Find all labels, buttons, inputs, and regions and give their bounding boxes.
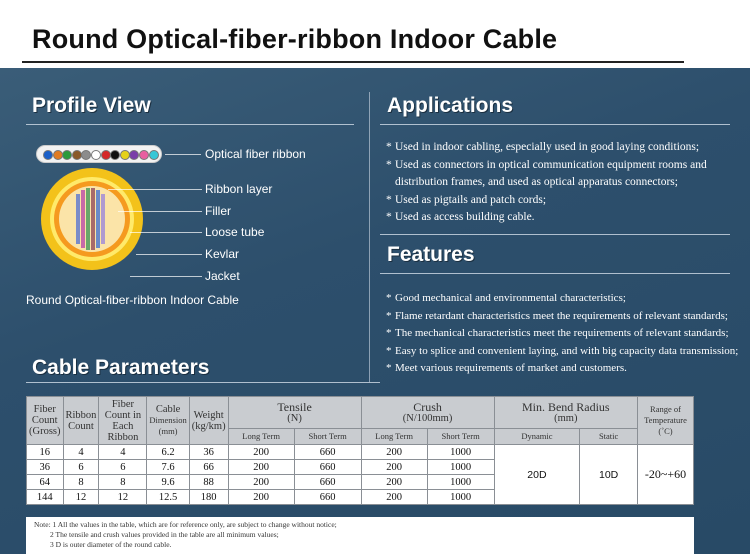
applications-rule bbox=[380, 124, 730, 125]
features-heading: Features bbox=[387, 243, 475, 266]
leader-filler bbox=[118, 211, 202, 212]
th-tensile-long: Long Term bbox=[228, 429, 294, 445]
application-item: * Used as connectors in optical communication equipment rooms and distribution frames, and used as optical apparatus connectors; bbox=[386, 158, 707, 188]
th-tensile-short: Short Term bbox=[294, 429, 361, 445]
applications-list bbox=[386, 139, 726, 227]
bullet-star: * bbox=[386, 141, 392, 153]
profile-rule bbox=[26, 124, 354, 125]
cable-parameters-table bbox=[26, 396, 694, 505]
features-top-rule bbox=[380, 234, 730, 235]
fiber-ribbon-illustration bbox=[36, 145, 162, 163]
th-crush-long: Long Term bbox=[361, 429, 427, 445]
profile-heading: Profile View bbox=[32, 94, 151, 117]
leader-jacket bbox=[130, 276, 202, 277]
feature-item: * Easy to splice and convenient laying, and with big capacity data transmission; bbox=[386, 343, 742, 361]
th-fiber-in-ribbon: Fiber Count in Each Ribbon bbox=[99, 397, 147, 445]
title-underline bbox=[22, 61, 684, 63]
dynamic-value: 20D bbox=[494, 445, 580, 505]
fiber-dot bbox=[129, 150, 139, 160]
th-weight: Weight (kg/km) bbox=[189, 397, 228, 445]
feature-item: * Meet various requirements of market and customers. bbox=[386, 360, 742, 378]
table-row: 64 8 8 9.6 88 200 660 200 1000 bbox=[27, 475, 694, 490]
th-dynamic: Dynamic bbox=[494, 429, 580, 445]
fiber-dot bbox=[149, 150, 159, 160]
th-crush-short: Short Term bbox=[427, 429, 494, 445]
fiber-dot bbox=[81, 150, 91, 160]
fiber-dot bbox=[139, 150, 149, 160]
th-static: Static bbox=[580, 429, 638, 445]
fiber-dot bbox=[101, 150, 111, 160]
title-bar bbox=[0, 0, 750, 68]
fiber-dot bbox=[53, 150, 63, 160]
temperature-value: -20~+60 bbox=[638, 445, 694, 505]
fiber-dot bbox=[43, 150, 53, 160]
bullet-star: * bbox=[386, 327, 392, 339]
th-tensile: Tensile (N) bbox=[228, 397, 361, 429]
table-row: 36 6 6 7.6 66 200 660 200 1000 bbox=[27, 460, 694, 475]
application-item: * Used as pigtails and patch cords; bbox=[386, 192, 726, 210]
features-list bbox=[386, 290, 742, 378]
bullet-star: * bbox=[386, 362, 392, 374]
features-rule bbox=[380, 273, 730, 274]
fiber-dot bbox=[91, 150, 101, 160]
note-line: 3 D is outer diameter of the round cable. bbox=[50, 540, 172, 549]
table-row: 144 12 12 12.5 180 200 660 200 1000 bbox=[27, 490, 694, 505]
label-optical-fiber-ribbon: Optical fiber ribbon bbox=[205, 147, 306, 161]
bullet-star: * bbox=[386, 344, 392, 357]
applications-heading: Applications bbox=[387, 94, 514, 117]
th-fiber-count: Fiber Count (Gross) bbox=[27, 397, 64, 445]
th-temperature: Range of Temperature (˚C) bbox=[638, 397, 694, 445]
bullet-star: * bbox=[386, 211, 392, 223]
bullet-star: * bbox=[386, 309, 392, 322]
feature-item: * Flame retardant characteristics meet the requirements of relevant standards; bbox=[386, 308, 742, 326]
leader-kevlar bbox=[136, 254, 202, 255]
column-divider bbox=[369, 92, 370, 382]
leader-ribbon-layer bbox=[108, 189, 202, 190]
leader-loose-tube bbox=[130, 232, 202, 233]
application-item: * Used in indoor cabling, especially used in good laying conditions; bbox=[386, 139, 726, 157]
note-line: 2 The tensile and crush values provided in the table are all minimum values; bbox=[50, 530, 279, 539]
parameters-rule bbox=[26, 382, 380, 383]
fiber-dot bbox=[110, 150, 120, 160]
static-value: 10D bbox=[580, 445, 638, 505]
bullet-star: * bbox=[386, 158, 392, 171]
th-ribbon-count: Ribbon Count bbox=[63, 397, 99, 445]
fiber-dot bbox=[120, 150, 130, 160]
bullet-star: * bbox=[386, 292, 392, 304]
th-bend-radius: Min. Bend Radius (mm) bbox=[494, 397, 637, 429]
table-notes bbox=[26, 517, 694, 554]
table-row: 16 4 4 6.2 36 200 660 200 1000 20D 10D -20~+60 bbox=[27, 445, 694, 460]
bullet-star: * bbox=[386, 193, 392, 206]
note-line: Note: 1 All the values in the table, which are for reference only, are subject to change without notice; bbox=[34, 520, 337, 529]
fiber-dot bbox=[62, 150, 72, 160]
th-crush: Crush (N/100mm) bbox=[361, 397, 494, 429]
page-title: Round Optical-fiber-ribbon Indoor Cable bbox=[32, 24, 558, 54]
application-item: * Used as access building cable. bbox=[386, 209, 726, 227]
label-ribbon-layer: Ribbon layer bbox=[205, 182, 273, 196]
label-filler: Filler bbox=[205, 204, 231, 218]
label-kevlar: Kevlar bbox=[205, 247, 240, 261]
cable-cross-section bbox=[40, 166, 144, 272]
label-loose-tube: Loose tube bbox=[205, 225, 265, 239]
th-cable-dimension: Cable Dimension (mm) bbox=[147, 397, 189, 445]
feature-item: * Good mechanical and environmental characteristics; bbox=[386, 290, 742, 308]
leader-ribbon bbox=[165, 154, 201, 155]
label-jacket: Jacket bbox=[205, 269, 240, 283]
feature-item: * The mechanical characteristics meet the requirements of relevant standards; bbox=[386, 325, 742, 343]
cable-caption: Round Optical-fiber-ribbon Indoor Cable bbox=[26, 293, 239, 307]
fiber-dot bbox=[72, 150, 82, 160]
parameters-heading: Cable Parameters bbox=[32, 356, 210, 379]
